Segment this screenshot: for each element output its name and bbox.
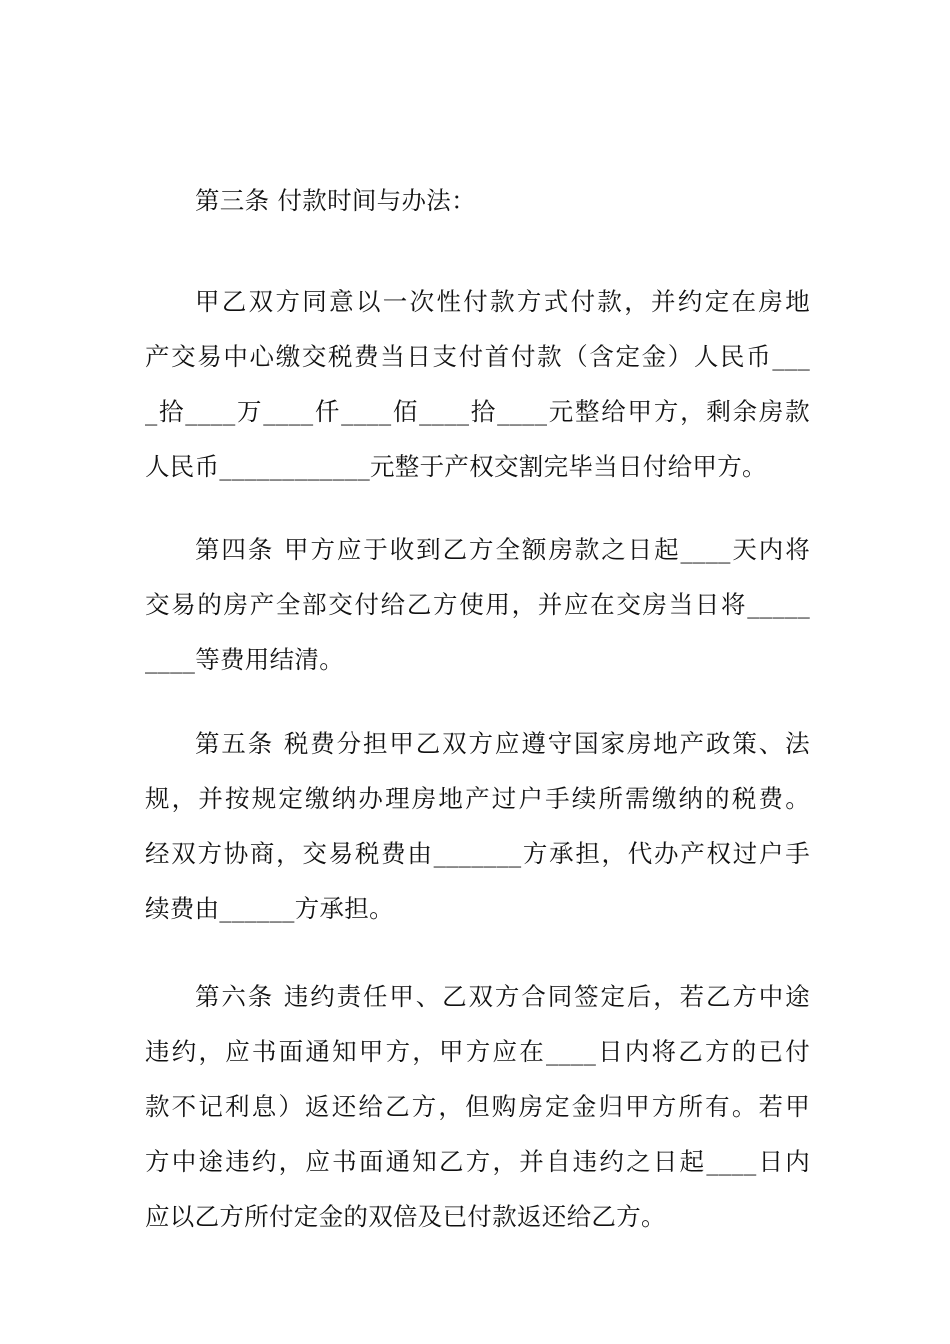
paragraph-line: 第六条 违约责任甲、乙双方合同签定后，若乙方中途 [195,982,810,1011]
paragraph-line: 规，并按规定缴纳办理房地产过户手续所需缴纳的税费。 [145,784,810,813]
paragraph-line: 甲乙双方同意以一次性付款方式付款，并约定在房地 [195,287,810,316]
paragraph-line: 应以乙方所付定金的双倍及已付款返还给乙方。 [145,1202,666,1231]
article-3-body [145,274,810,494]
article-3-heading [145,173,810,228]
article-5 [145,716,810,936]
paragraph-line: 交易的房产全部交付给乙方使用，并应在交房当日将_____ [145,590,810,619]
paragraph-line: 方中途违约，应书面通知乙方，并自违约之日起____日内 [145,1147,810,1176]
paragraph-line: _拾____万____仟____佰____拾____元整给甲方，剩余房款 [145,397,810,426]
paragraph-line: 第五条 税费分担甲乙双方应遵守国家房地产政策、法 [195,729,810,758]
paragraph-line: 违约，应书面通知甲方，甲方应在____日内将乙方的已付 [145,1037,810,1066]
paragraph-line: ____等费用结清。 [145,645,344,674]
paragraph-line: 第四条 甲方应于收到乙方全额房款之日起____天内将 [195,535,810,564]
paragraph-line: 人民币____________元整于产权交割完毕当日付给甲方。 [145,452,767,481]
paragraph-line: 产交易中心缴交税费当日支付首付款（含定金）人民币___ [145,342,810,371]
paragraph-line: 经双方协商，交易税费由_______方承担，代办产权过户手 [145,839,810,868]
paragraph-line: 续费由______方承担。 [145,894,394,923]
article-4 [145,522,810,687]
paragraph-line: 款不记利息）返还给乙方，但购房定金归甲方所有。若甲 [145,1092,810,1121]
article-6 [145,969,810,1244]
paragraph-line: 第三条 付款时间与办法： [195,186,476,215]
